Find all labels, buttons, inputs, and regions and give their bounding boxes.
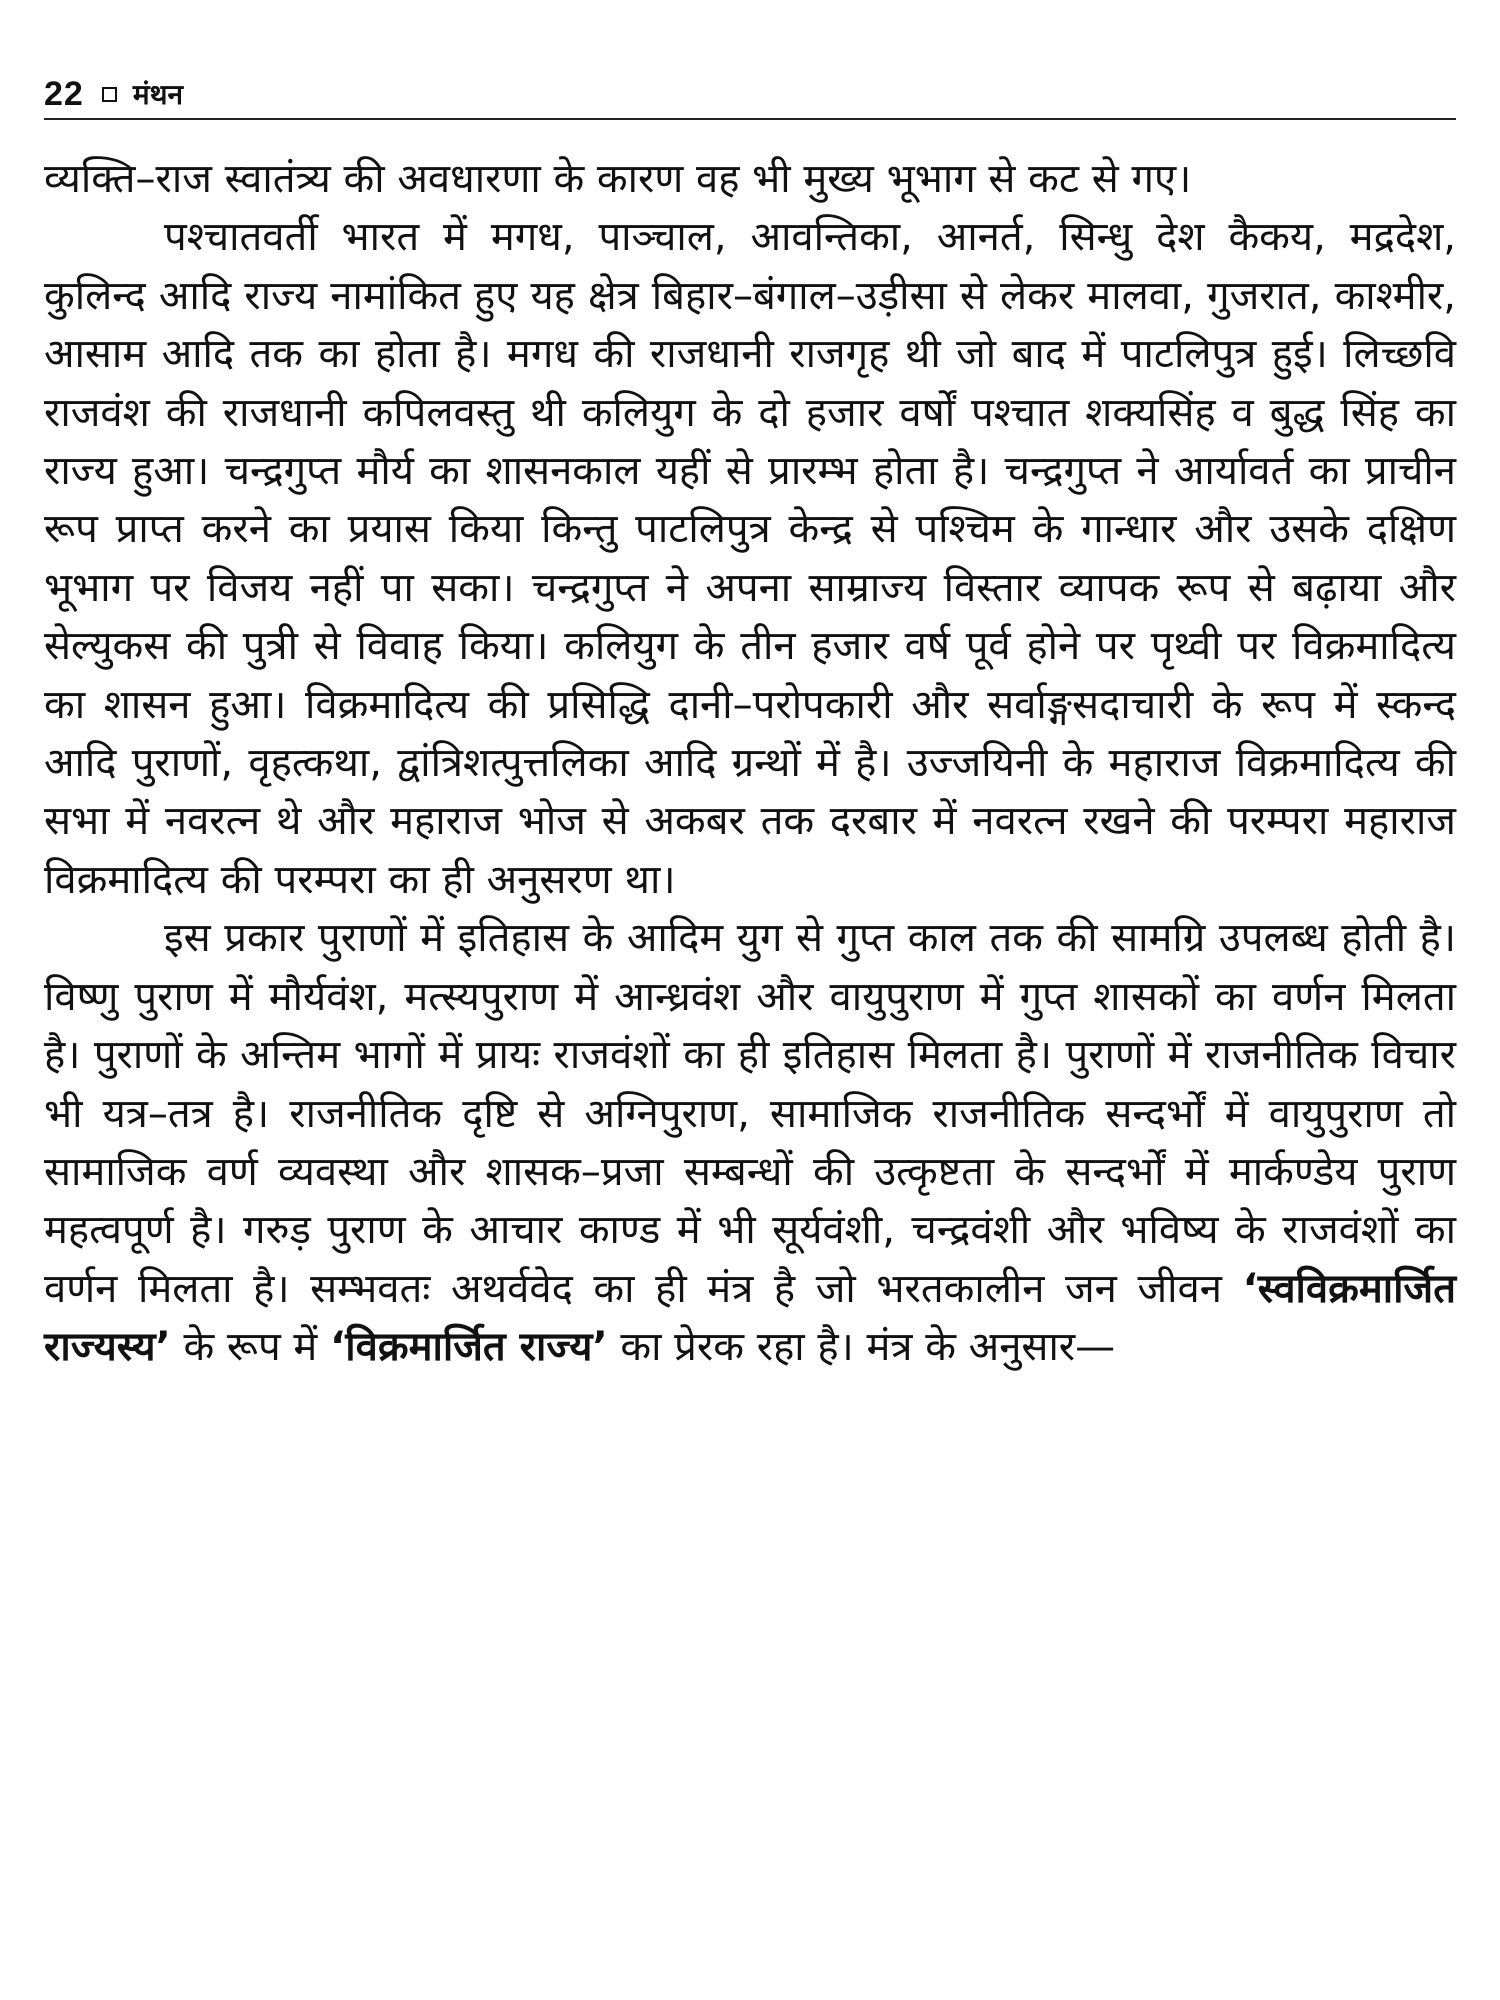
paragraph-3 — [44, 909, 1456, 1376]
page-number: 22 — [44, 74, 84, 113]
paragraph-1: व्यक्ति–राज स्वातंत्र्य की अवधारणा के कारण वह भी मुख्य भूभाग से कट से गए। — [44, 156, 1192, 202]
paragraph-3-text-before: इस प्रकार पुराणों में इतिहास के आदिम युग से गुप्त काल तक की सामग्रि उपलब्ध होती है। विष्णु पुराण में मौर्यवंश, मत्स्यपुराण में आन्ध्रवंश और वायुपुराण में गुप्त शासकों का वर्णन मिलता है। पुराणों के अन्तिम भागों में प्रायः राजवंशों का ही इतिहास मिलता है। पुराणों में राजनीतिक विचार भी यत्र–तत्र है। राजनीतिक दृष्टि से अग्निपुराण, सामाजिक राजनीतिक सन्दर्भों में वायुपुराण तो सामाजिक वर्ण व्यवस्था और शासक–प्रजा सम्बन्धों की उत्कृष्टता के सन्दर्भों में मार्कण्डेय पुराण महत्वपूर्ण है। गरुड़ पुराण के आचार काण्ड में भी सूर्यवंशी, चन्द्रवंशी और भविष्य के राजवंशों का वर्णन मिलता है। सम्भवतः अथर्ववेद का ही मंत्र है जो भरतकालीन जन जीवन — [44, 915, 1456, 1312]
bold-phrase-svavikramarjita: ‘स्वविक्रमार्जित राज्यस्य’ — [44, 1265, 1456, 1371]
page-body — [44, 150, 1456, 1377]
bold-phrase-vikramarjita-rajya: ‘विक्रमार्जित राज्य’ — [330, 1324, 608, 1371]
paragraph-3-text-after: का प्रेरक रहा है। मंत्र के अनुसार— — [607, 1324, 1116, 1371]
book-title: मंथन — [132, 78, 184, 111]
page-header — [44, 72, 1464, 116]
header-divider — [44, 118, 1456, 120]
paragraph-2: पश्चातवर्ती भारत में मगध, पाञ्चाल, आवन्तिका, आनर्त, सिन्धु देश कैकय, मद्रदेश, कुलिन्द आदि राज्य नामांकित हुए यह क्षेत्र बिहार–बंगाल–उड़ीसा से लेकर मालवा, गुजरात, काश्मीर, आसाम आदि तक का होता है। मगध की राजधानी राजगृह थी जो बाद में पाटलिपुत्र हुई। लिच्छवि राजवंश की राजधानी कपिलवस्तु थी कलियुग के दो हजार वर्षों पश्चात शक्यसिंह व बुद्ध सिंह का राज्य हुआ। चन्द्रगुप्त मौर्य का शासनकाल यहीं से प्रारम्भ होता है। चन्द्रगुप्त ने आर्यावर्त का प्राचीन रूप प्राप्त करने का प्रयास किया किन्तु पाटलिपुत्र केन्द्र से पश्चिम के गान्धार और उसके दक्षिण भूभाग पर विजय नहीं पा सका। चन्द्रगुप्त ने अपना साम्राज्य विस्तार व्यापक रूप से बढ़ाया और सेल्युकस की पुत्री से विवाह किया। कलियुग के तीन हजार वर्ष पूर्व होने पर पृथ्वी पर विक्रमादित्य का शासन हुआ। विक्रमादित्य की प्रसिद्धि दानी–परोपकारी और सर्वाङ्गसदाचारी के रूप में स्कन्द आदि पुराणों, वृहत्कथा, द्वांत्रिशत्पुत्तलिका आदि ग्रन्थों में है। उज्जयिनी के महाराज विक्रमादित्य की सभा में नवरत्न थे और महाराज भोज से अकबर तक दरबार में नवरत्न रखने की परम्परा महाराज विक्रमादित्य की परम्परा का ही अनुसरण था। — [44, 214, 1456, 903]
paragraph-3-text-middle: के रूप में — [170, 1324, 331, 1371]
square-bullet-icon — [102, 87, 117, 102]
